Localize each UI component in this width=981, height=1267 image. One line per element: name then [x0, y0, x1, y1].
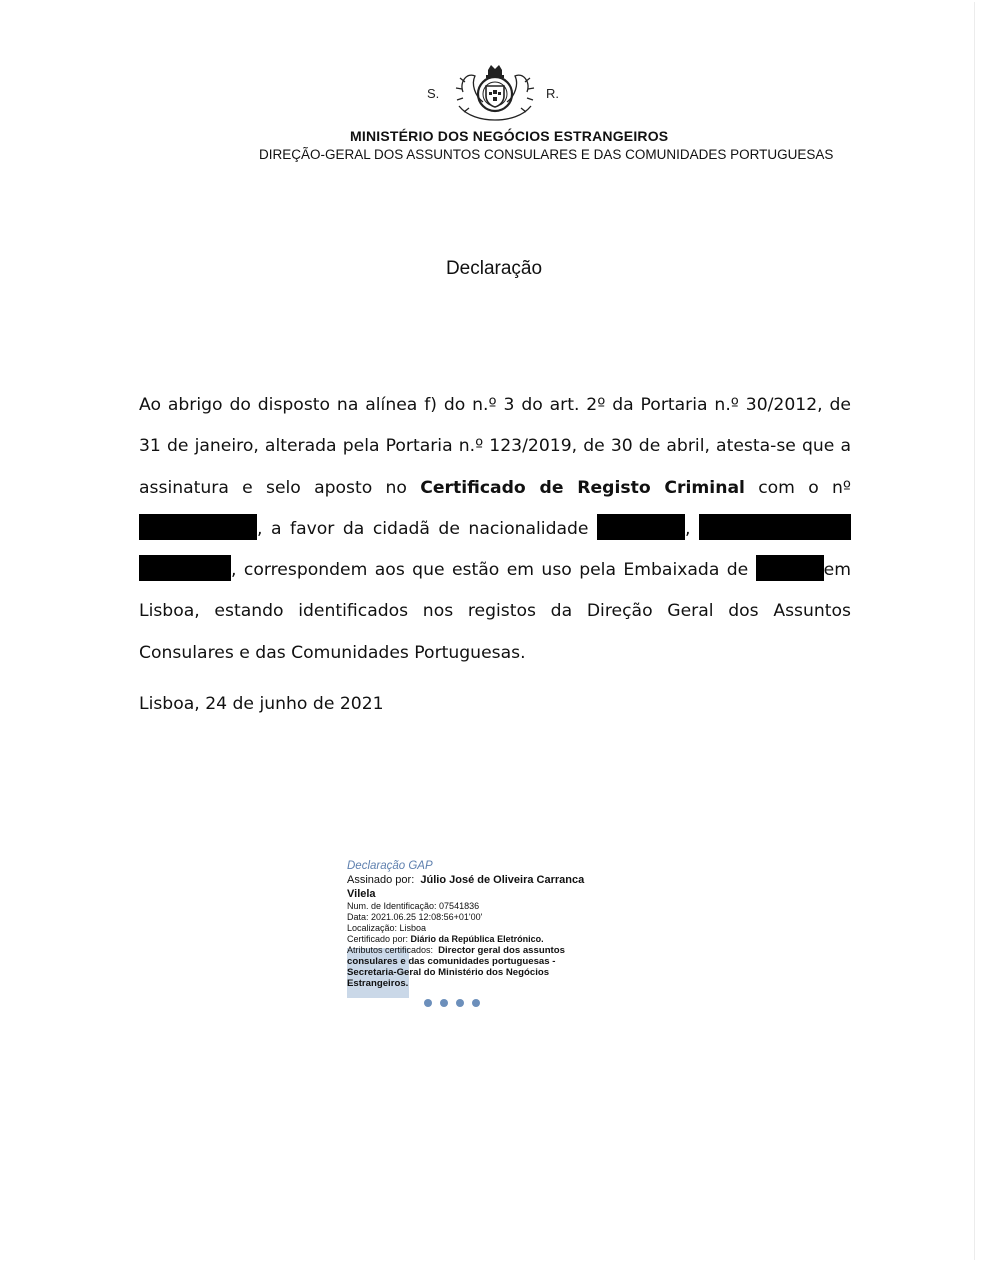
- certificate-name: Certificado de Registo Criminal: [420, 477, 745, 498]
- seal-row: [4, 62, 974, 124]
- certified-attributes: Atributos certificados: Director geral dos assuntos: [347, 945, 565, 956]
- redacted-nationality: [597, 514, 685, 540]
- body-part-5: em Lisboa, estando identificados nos registos da Direção Geral dos Assuntos Consulares e das Comunidades Portuguesas.: [139, 560, 851, 663]
- signer-name-cont: Vilela: [347, 888, 376, 900]
- body-part-3: , a favor da cidadã de nacionalidade: [257, 518, 598, 539]
- attribute-line-1: Director geral dos assuntos: [438, 945, 565, 956]
- signer-id: Num. de Identificação: 07541836: [347, 901, 480, 911]
- signed-by: [347, 873, 617, 887]
- attribute-line-3: Secretaria-Geral do Ministério dos Negócios: [347, 967, 550, 978]
- declaration-body: [139, 385, 851, 674]
- ministry-name: MINISTÉRIO DOS NEGÓCIOS ESTRANGEIROS: [350, 128, 669, 144]
- signature-location: Localização: Lisboa: [347, 923, 427, 933]
- redacted-embassy-country: [756, 555, 824, 581]
- certifier: Diário da República Eletrónico.: [410, 934, 544, 944]
- certified-by: Certificado por: Diário da República Eletrónico.: [347, 934, 544, 944]
- signer-name: Júlio José de Oliveira Carranca: [420, 874, 585, 886]
- place-and-date: Lisboa, 24 de junho de 2021: [139, 694, 384, 714]
- seal-right-letter: R.: [546, 86, 559, 101]
- seal-left-letter: S.: [427, 86, 440, 101]
- redacted-certificate-number: [139, 514, 257, 540]
- signature-dots: [424, 994, 488, 1012]
- body-part-1: Ao abrigo do disposto na alínea f) do n.º 3 do art. 2º da Portaria n.º 30/2012, de 31 de janeiro, alterada pela Portaria n.º 123/2019, de 30 de abril, atesta-se que a assinatura e selo aposto no: [139, 395, 851, 498]
- body-part-4: , correspondem aos que estão em uso pela Embaixada de: [231, 560, 756, 581]
- body-part-2: com o nº: [744, 477, 851, 498]
- digital-signature-block: [347, 860, 617, 1010]
- signed-by-label: Assinado por:: [347, 874, 415, 886]
- coat-of-arms-seal: [453, 62, 537, 124]
- document-page: [4, 2, 975, 1260]
- attribute-line-2: consulares e das comunidades portuguesas -: [347, 956, 556, 967]
- body-comma: ,: [685, 518, 699, 539]
- signature-type: Declaração GAP: [347, 860, 433, 872]
- signature-date: Data: 2021.06.25 12:08:56+01'00': [347, 912, 483, 922]
- document-title: Declaração: [445, 258, 543, 279]
- redacted-name-part-1: [699, 514, 851, 540]
- directorate-name: DIREÇÃO-GERAL DOS ASSUNTOS CONSULARES E DAS COMUNIDADES PORTUGUESAS: [259, 147, 834, 162]
- redacted-name-part-2: [139, 555, 231, 581]
- attribute-line-4: Estrangeiros.: [347, 978, 409, 989]
